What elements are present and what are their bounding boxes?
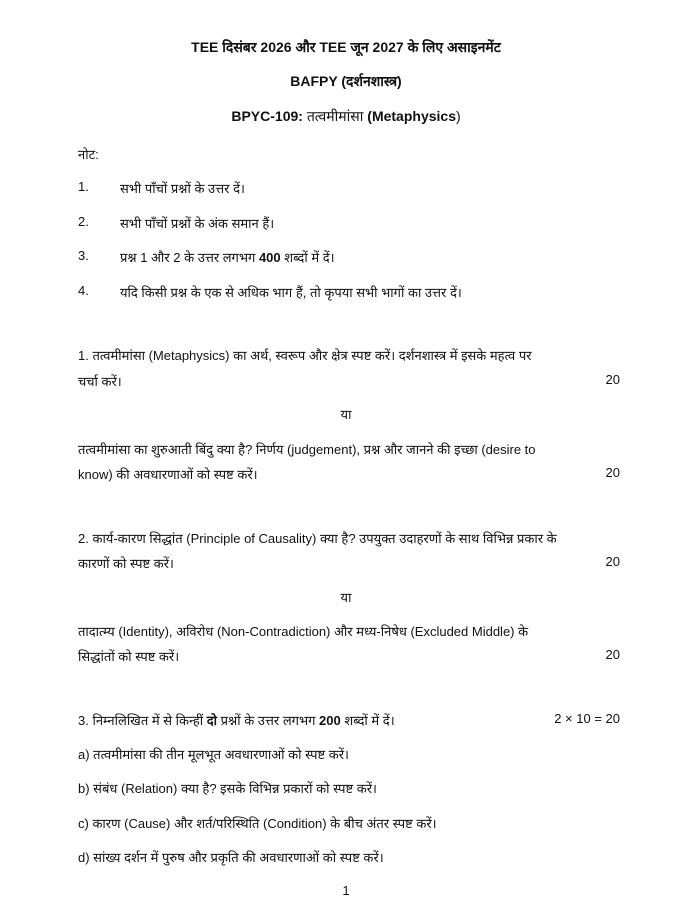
q3-intro-bold: दो (206, 713, 218, 728)
q3-intro-part: 3. निम्नलिखित में से किन्हीं (78, 713, 207, 728)
note-text-part: प्रश्न 1 और 2 के उत्तर लगभग (120, 250, 259, 265)
q3-part-c: c) कारण (Cause) और शर्त/परिस्थिति (Condition) के बीच अंतर स्पष्ट करें। (78, 816, 437, 831)
note-number: 2. (78, 214, 89, 229)
q3-part-a: a) तत्वमीमांसा की तीन मूलभूत अवधारणाओं को स्पष्ट करें। (78, 747, 349, 762)
q1-alt-marks: 20 (605, 465, 620, 480)
q3-marks: 2 × 10 = 20 (554, 711, 620, 726)
note-text-bold: 400 (258, 250, 281, 265)
q3-part-b: b) संबंध (Relation) क्या है? इसके विभिन्न प्रकारों को स्पष्ट करें। (78, 781, 377, 796)
note-text: सभी पाँचों प्रश्नों के उत्तर दें। (120, 181, 245, 196)
notes-label: नोट: (78, 147, 99, 162)
q1-or: या (340, 407, 352, 422)
q3-intro-part: शब्दों में दें। (340, 713, 395, 728)
note-text: यदि किसी प्रश्न के एक से अधिक भाग हैं, तो कृपया सभी भागों का उत्तर दें। (120, 285, 462, 300)
note-text-part: शब्दों में दें। (280, 250, 335, 265)
q2-alt-line-2: सिद्धांतों को स्पष्ट करें। (78, 649, 180, 664)
note-number: 3. (78, 248, 89, 263)
course-name-hi: तत्वमीमांसा (302, 108, 368, 124)
q1-line-2: चर्चा करें। (78, 374, 122, 389)
assignment-title: TEE दिसंबर 2026 और TEE जून 2027 के लिए असाइनमेंट (191, 39, 501, 55)
q2-alt-marks: 20 (605, 647, 620, 662)
note-text: सभी पाँचों प्रश्नों के अंक समान हैं। (120, 216, 275, 231)
q1-line-1: 1. तत्वमीमांसा (Metaphysics) का अर्थ, स्वरूप और क्षेत्र स्पष्ट करें। दर्शनशास्त्र में इसके महत्व पर (78, 348, 532, 363)
course-title (0, 107, 692, 126)
note-number: 4. (78, 283, 89, 298)
program-title: BAFPY (दर्शनशास्त्र) (290, 73, 402, 89)
q2-or: या (340, 590, 352, 605)
course-name-en: (Metaphysics (367, 108, 456, 124)
course-code: BPYC-109: (231, 108, 303, 124)
q2-line-1: 2. कार्य-कारण सिद्धांत (Principle of Causality) क्या है? उपयुक्त उदाहरणों के साथ विभिन्न प्रकार के (78, 531, 557, 546)
q2-alt-line-1: तादात्म्य (Identity), अविरोध (Non-Contradiction) और मध्य-निषेध (Excluded Middle) के (78, 624, 529, 639)
q3-part-d: d) सांख्य दर्शन में पुरुष और प्रकृति की अवधारणाओं को स्पष्ट करें। (78, 850, 384, 865)
course-close: ) (455, 108, 461, 124)
q3-intro-bold: 200 (319, 713, 341, 728)
q3-intro-part: प्रश्नों के उत्तर लगभग (217, 713, 320, 728)
q3-intro (78, 711, 395, 729)
q2-line-2: कारणों को स्पष्ट करें। (78, 556, 174, 571)
q2-marks: 20 (605, 554, 620, 569)
q1-marks: 20 (605, 372, 620, 387)
note-number: 1. (78, 179, 89, 194)
page-number: 1 (342, 883, 350, 898)
q1-alt-line-2: know) की अवधारणाओं को स्पष्ट करें। (78, 467, 258, 482)
q1-alt-line-1: तत्वमीमांसा का शुरुआती बिंदु क्या है? निर्णय (judgement), प्रश्न और जानने की इच्छा (desire to (78, 442, 536, 457)
note-text (120, 248, 335, 266)
